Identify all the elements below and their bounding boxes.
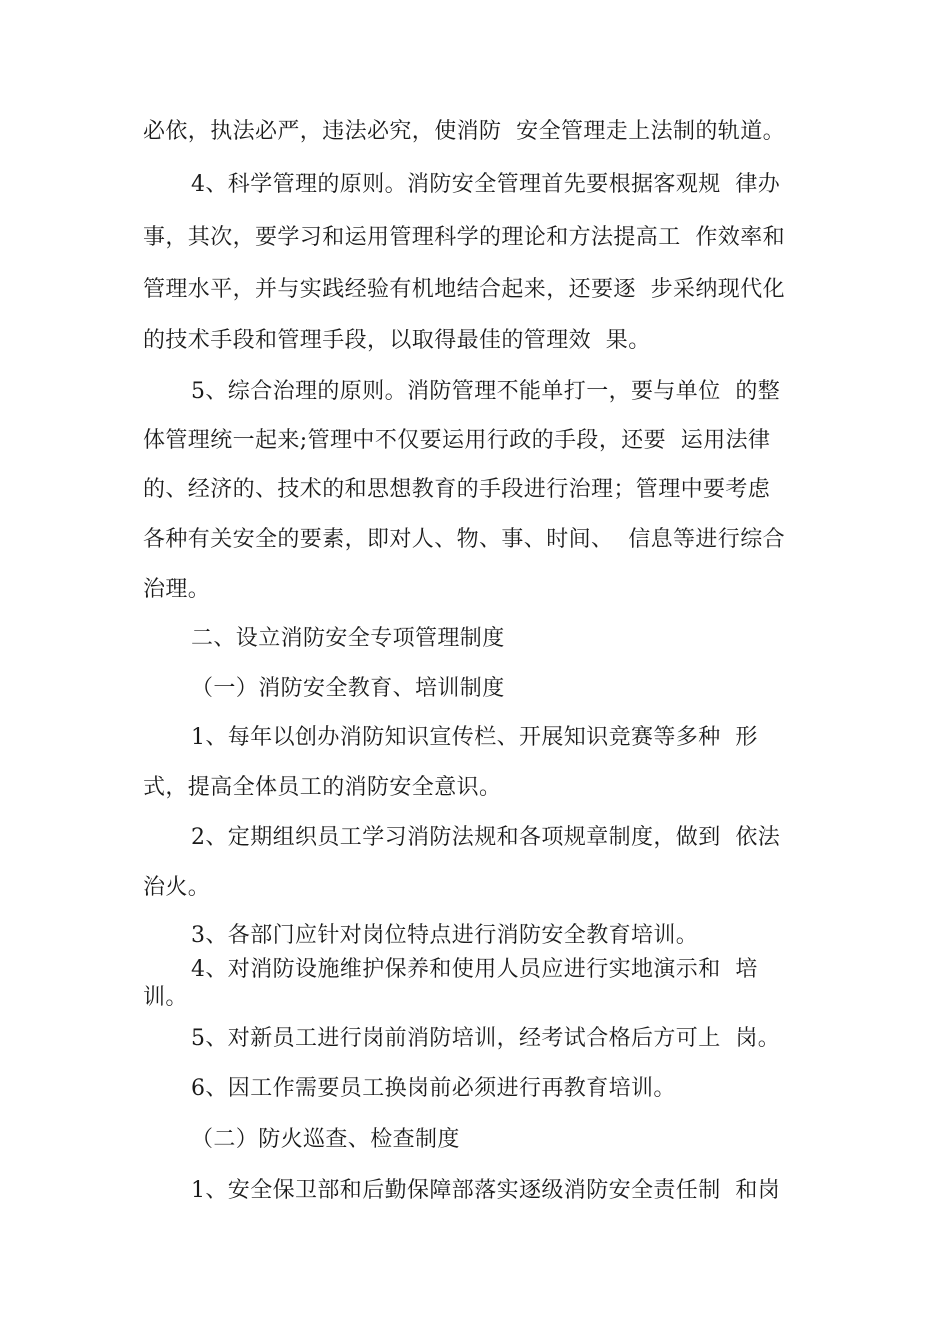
subsection-heading: （二）防火巡查、检查制度 [191, 1127, 460, 1152]
paragraph-line: 的技术手段和管理手段，以取得最佳的管理效 果。 [143, 328, 651, 353]
paragraph-line: 1、安全保卫部和后勤保障部落实逐级消防安全责任制 和岗 [191, 1178, 781, 1203]
paragraph-line: 的、经济的、技术的和思想教育的手段进行治理；管理中要考虑 [143, 477, 771, 502]
paragraph-line: 4、对消防设施维护保养和使用人员应进行实地演示和 培 [191, 957, 758, 982]
paragraph-line: 1、每年以创办消防知识宣传栏、开展知识竞赛等多种 形 [191, 725, 758, 750]
paragraph-line: 2、定期组织员工学习消防法规和各项规章制度，做到 依法 [191, 825, 781, 850]
paragraph-line: 事，其次，要学习和运用管理科学的理论和方法提高工 作效率和 [143, 225, 785, 250]
paragraph-line: 治理。 [143, 577, 211, 602]
paragraph-line: 体管理统一起来;管理中不仅要运用行政的手段，还要 运用法律 [143, 428, 771, 453]
paragraph-line: 训。 [143, 985, 188, 1010]
paragraph-line: 5、综合治理的原则。消防管理不能单打一，要与单位 的整 [191, 379, 781, 404]
paragraph-line: 式，提高全体员工的消防安全意识。 [143, 775, 502, 800]
paragraph-line: 5、对新员工进行岗前消防培训，经考试合格后方可上 岗。 [191, 1026, 781, 1051]
section-heading: 二、设立消防安全专项管理制度 [191, 626, 505, 651]
subsection-heading: （一）消防安全教育、培训制度 [191, 676, 505, 701]
paragraph-line: 各种有关安全的要素，即对人、物、事、时间、 信息等进行综合 [143, 527, 785, 552]
paragraph-line: 3、各部门应针对岗位特点进行消防安全教育培训。 [191, 923, 699, 948]
paragraph-line: 6、因工作需要员工换岗前必须进行再教育培训。 [191, 1076, 676, 1101]
paragraph-line: 必依，执法必严，违法必究，使消防 安全管理走上法制的轨道。 [143, 119, 785, 144]
paragraph-line: 4、科学管理的原则。消防安全管理首先要根据客观规 律办 [191, 172, 781, 197]
paragraph-line: 管理水平，并与实践经验有机地结合起来，还要逐 步采纳现代化 [143, 277, 785, 302]
paragraph-line: 治火。 [143, 875, 211, 900]
